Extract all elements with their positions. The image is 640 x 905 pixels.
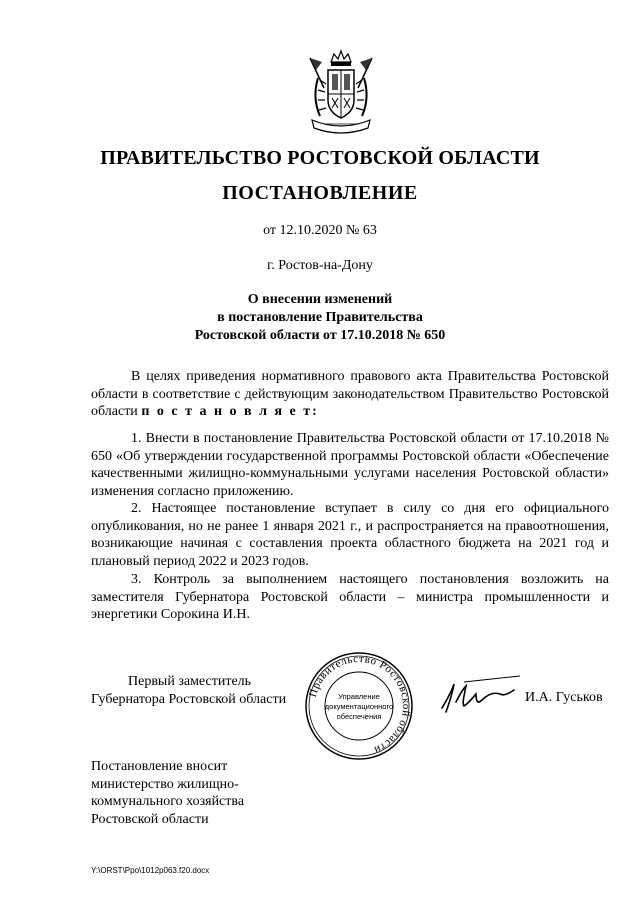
preamble-paragraph (91, 368, 609, 421)
item-3 (91, 571, 609, 624)
heading-line-3: Ростовской области от 17.10.2018 № 650 (194, 328, 446, 343)
decree-word: п о с т а н о в л я е т: (141, 404, 319, 420)
signer-position (91, 673, 286, 708)
seal-inner-line-3: обеспечения (336, 712, 382, 721)
heading-line-2: в постановление Правительства (217, 310, 423, 325)
decree-date-number: от 12.10.2020 № 63 (263, 223, 377, 238)
submitted-by-note (91, 758, 244, 828)
item-3-text: 3. Контроль за выполнением настоящего постановления возложить на заместителя Губернатора Ростовской области – министра промышленности и энергетики Сорокина И.Н. (91, 572, 609, 623)
item-1-text: 1. Внести в постановление Правительства Ростовской области от 17.10.2018 № 650 «Об утверждении государственной программы Ростовской области «Обеспечение качественными жилищно-коммунальными услугами населения Ростовской области» изменения согласно приложению. (91, 431, 609, 499)
coat-of-arms-emblem (298, 48, 384, 138)
item-2-text: 2. Настоящее постановление вступает в силу со дня его официального опубликования, но не ранее 1 января 2021 г., и распространяется на правоотношения, возникающие начиная с составления проекта областного бюджета на 2021 год и плановый период 2022 и 2023 годов. (91, 501, 609, 569)
seal-ring-text: Правительство Ростовской области (306, 652, 413, 757)
official-seal (303, 650, 415, 762)
signer-position-line-1: Первый заместитель (128, 674, 252, 689)
signer-name: И.А. Гуськов (525, 690, 603, 705)
item-1 (91, 430, 609, 500)
file-path: Y:\ORST\Ppo\1012p063.f20.docx (91, 866, 210, 875)
note-line-1: Постановление вносит (91, 759, 228, 774)
document-type: ПОСТАНОВЛЕНИЕ (222, 182, 418, 204)
handwritten-signature (434, 672, 524, 722)
government-title: ПРАВИТЕЛЬСТВО РОСТОВСКОЙ ОБЛАСТИ (100, 147, 540, 169)
note-line-2: министерство жилищно- (91, 776, 239, 792)
item-2 (91, 500, 609, 570)
preamble-text: В целях приведения нормативного правового акта Правительства Ростовской области в соответствие с действующим законодательством Правительство Ростовской области (91, 369, 609, 420)
decree-city: г. Ростов-на-Дону (267, 258, 373, 273)
signer-position-line-2: Губернатора Ростовской области (91, 691, 287, 707)
note-line-4: Ростовской области (91, 811, 209, 827)
note-line-3: коммунального хозяйства (91, 794, 245, 810)
heading-line-1: О внесении изменений (247, 292, 393, 307)
seal-inner-line-2: документационного (324, 702, 394, 711)
seal-inner-line-1: Управление (338, 692, 380, 701)
